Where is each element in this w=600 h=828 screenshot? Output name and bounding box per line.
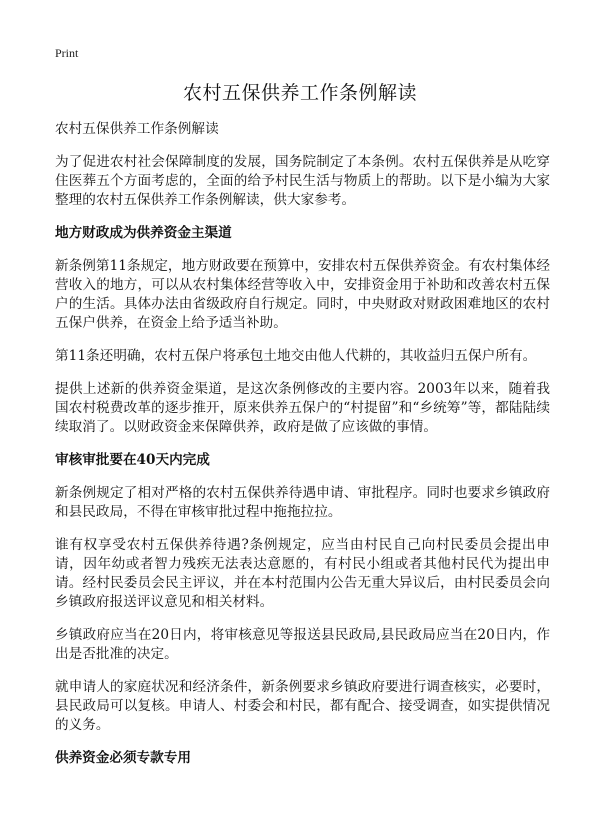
page-title: 农村五保供养工作条例解读 [182,82,417,104]
section-heading-special-funds: 供养资金必须专款专用 [55,750,191,766]
article-intro: 农村五保供养工作条例解读 [55,121,219,137]
paragraph: 谁有权享受农村五保供养待遇?条例规定，应当由村民自己向村民委员会提出申请，因年幼或者智力残疾无法表达意愿的，有村民小组或者其他村民代为提出申请。经村民委员会民主评议，并在本村范围内公告无重大异议后，由村民委员会向乡镇政府报送评议意见和相关材料。 [55,537,550,610]
article-body [55,120,550,782]
section-heading-funding: 地方财政成为供养资金主渠道 [55,225,232,241]
paragraph: 新条例第11条规定，地方财政要在预算中，安排农村五保供养资金。有农村集体经营收入的地方，可以从农村集体经营等收入中，安排资金用于补助和改善农村五保户的生活。具体办法由省级政府自行规定。同时，中央财政对财政困难地区的农村五保户供养，在资金上给予适当补助。 [55,258,550,331]
paragraph: 第11条还明确，农村五保户将承包土地交由他人代耕的，其收益归五保户所有。 [55,348,537,364]
intro-paragraph: 为了促进农村社会保障制度的发展，国务院制定了本条例。农村五保供养是从吃穿住医葬五个方面考虑的，全面的给予村民生活与物质上的帮助。以下是小编为大家整理的农村五保供养工作条例解读，供大家参考。 [55,154,550,208]
section-heading-approval: 审核审批要在40天内完成 [55,452,210,468]
paragraph: 提供上述新的供养资金渠道，是这次条例修改的主要内容。2003年以来，随着我国农村税费改革的逐步推开，原来供养五保户的“村提留”和“乡统筹”等，都陆陆续续取消了。以财政资金来保障供养，政府是做了应该做的事情。 [55,381,550,435]
paragraph: 乡镇政府应当在20日内，将审核意见等报送县民政局,县民政局应当在20日内，作出是否批准的决定。 [55,627,550,662]
paragraph: 新条例规定了相对严格的农村五保供养待遇申请、审批程序。同时也要求乡镇政府和县民政局，不得在审核审批过程中拖拖拉拉。 [55,485,550,520]
paragraph: 就申请人的家庭状况和经济条件，新条例要求乡镇政府要进行调查核实，必要时，县民政局可以复核。申请人、村委会和村民，都有配合、接受调查，如实提供情况的义务。 [55,679,550,733]
print-link[interactable]: Print [55,46,79,60]
